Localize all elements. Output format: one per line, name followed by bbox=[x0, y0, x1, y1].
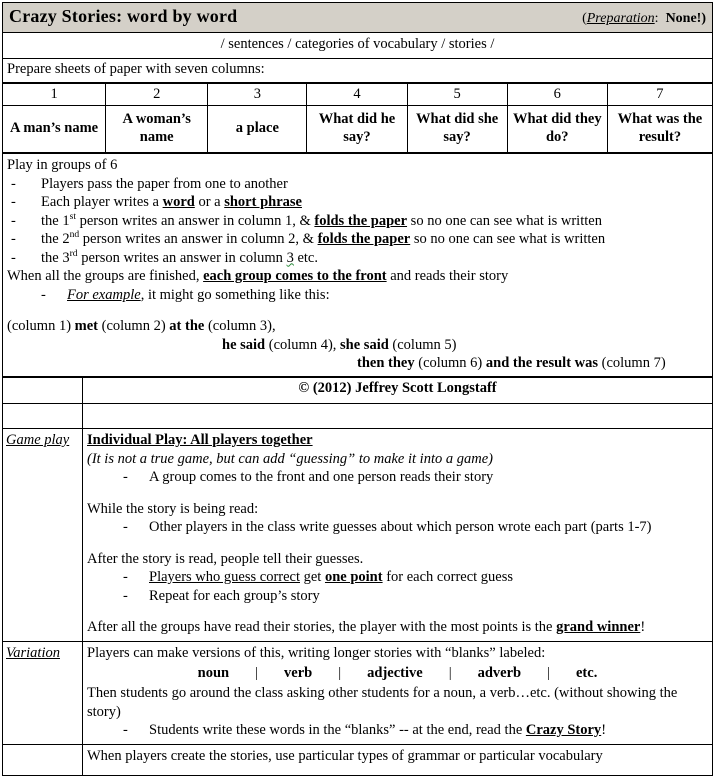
preparation-value: None!) bbox=[665, 11, 706, 26]
instruction-bullet-2-pre: Each player writes a bbox=[41, 194, 163, 211]
pos-sep-1: | bbox=[255, 665, 259, 682]
subtitle-row bbox=[3, 33, 713, 59]
preparation-note bbox=[582, 10, 706, 28]
variation-label-cell bbox=[3, 641, 83, 744]
gameplay-label: Game play bbox=[6, 432, 70, 449]
page-title: Crazy Stories: word by word bbox=[9, 6, 238, 26]
instructions-finished-post: and reads their story bbox=[386, 268, 509, 285]
column-number-2: 2 bbox=[106, 84, 208, 106]
gameplay-heading: Individual Play: All players together bbox=[87, 432, 313, 449]
blank-left-cell bbox=[3, 404, 83, 429]
example-line-2 bbox=[7, 336, 708, 355]
column-number-3: 3 bbox=[208, 84, 307, 106]
instruction-bullet-5-ordinal: rd bbox=[69, 247, 78, 259]
gameplay-bullet-2-text: Other players in the class write guesses about which person wrote each part (parts 1-7) bbox=[149, 519, 652, 536]
example-line-2-shesaid: she said bbox=[340, 336, 389, 353]
instruction-bullet-5-post: etc. bbox=[293, 249, 318, 266]
example-line-1 bbox=[7, 317, 708, 336]
gameplay-body bbox=[83, 429, 713, 642]
instructions-finished-bold: each group comes to the front bbox=[203, 268, 387, 285]
instructions-heading: Play in groups of 6 bbox=[7, 157, 118, 173]
pos-noun: noun bbox=[197, 665, 230, 682]
instruction-bullet-3-mid: person writes an answer in column 1, & bbox=[75, 212, 315, 229]
instructions-example-label: For example bbox=[67, 286, 141, 303]
instruction-bullet-4-bold: folds the paper bbox=[317, 231, 411, 248]
gameplay-bullet-3-onepoint: one point bbox=[324, 569, 383, 586]
subtitle-cell: / sentences / categories of vocabulary / stories / bbox=[3, 33, 713, 59]
example-line-2-b: (column 4), bbox=[265, 336, 341, 353]
gameplay-note: (It is not a true game, but can add “guessing” to make it into a game) bbox=[87, 450, 493, 467]
column-number-1: 1 bbox=[3, 84, 106, 106]
instruction-bullet-2-word: word bbox=[162, 194, 195, 211]
parts-of-speech-row bbox=[87, 662, 708, 684]
column-label-row bbox=[3, 106, 713, 153]
title-row bbox=[3, 3, 713, 33]
column-label-2: A woman’s name bbox=[106, 106, 208, 153]
gameplay-bullet-4-text: Repeat for each group’s story bbox=[149, 587, 320, 604]
variation-bullet-1 bbox=[87, 721, 708, 740]
gameplay-while-line: While the story is being read: bbox=[87, 500, 259, 517]
column-number-7: 7 bbox=[607, 84, 712, 106]
pos-sep-4: | bbox=[547, 665, 550, 682]
gameplay-after-line: After the story is read, people tell their guesses. bbox=[87, 550, 364, 567]
preparation-label: Preparation bbox=[586, 11, 655, 26]
gameplay-spacer-2 bbox=[87, 537, 708, 550]
instruction-bullet-5 bbox=[7, 249, 708, 268]
gameplay-final-line bbox=[87, 619, 645, 635]
variation-label: Variation bbox=[6, 644, 60, 661]
example-line-2-d: (column 5) bbox=[388, 336, 457, 353]
instructions-spacer bbox=[7, 304, 708, 317]
gameplay-row bbox=[3, 429, 713, 642]
instruction-bullet-1-text: Players pass the paper from one to another bbox=[41, 175, 288, 192]
instructions-finished-line bbox=[7, 268, 508, 284]
footer-text: When players create the stories, use particular types of grammar or particular vocabulary bbox=[83, 744, 713, 775]
instruction-bullet-5-column: 3 bbox=[286, 249, 294, 266]
copyright-row bbox=[3, 378, 713, 404]
footer-row bbox=[3, 744, 713, 775]
pos-adverb: adverb bbox=[477, 665, 522, 682]
instruction-bullet-4-mid: person writes an answer in column 2, & bbox=[79, 231, 318, 248]
gameplay-final-pre: After all the groups have read their stories, the player with the most points is the bbox=[87, 619, 557, 636]
variation-line-1: Players can make versions of this, writing longer stories with “blanks” labeled: bbox=[87, 644, 546, 661]
variation-line-2: Then students go around the class asking other students for a noun, a verb…etc. (without showing the story) bbox=[87, 685, 678, 720]
instructions-table bbox=[2, 153, 713, 377]
column-label-5: What did she say? bbox=[407, 106, 507, 153]
example-line-1-a: (column 1) bbox=[7, 318, 75, 335]
instruction-bullet-3-bold: folds the paper bbox=[314, 212, 408, 229]
gameplay-spacer-3 bbox=[87, 605, 708, 618]
instructions-example-rest: , it might go something like this: bbox=[140, 286, 330, 303]
instruction-bullet-2 bbox=[7, 193, 708, 212]
pos-sep-3: | bbox=[448, 665, 452, 682]
variation-row bbox=[3, 641, 713, 744]
example-line-3-d: (column 7) bbox=[598, 355, 666, 372]
column-number-6: 6 bbox=[507, 84, 607, 106]
gameplay-final-bold: grand winner bbox=[556, 619, 641, 636]
prepare-instruction: Prepare sheets of paper with seven columns: bbox=[3, 59, 713, 83]
example-line-1-met: met bbox=[74, 318, 98, 335]
pos-adjective: adjective bbox=[367, 665, 423, 682]
blank-right-cell bbox=[83, 404, 713, 429]
column-label-7: What was the result? bbox=[607, 106, 712, 153]
instruction-bullet-3-post: so no one can see what is written bbox=[407, 212, 602, 229]
instruction-bullet-3-ordinal: st bbox=[69, 210, 76, 222]
variation-bullet-1-pre: Students write these words in the “blanks” -- at the end, read the bbox=[149, 722, 526, 739]
example-line-2-hesaid: he said bbox=[222, 336, 266, 353]
instruction-bullet-3 bbox=[7, 212, 708, 231]
lower-section-table bbox=[2, 377, 713, 776]
column-label-3: a place bbox=[208, 106, 307, 153]
instructions-example-lead bbox=[7, 286, 708, 305]
column-number-row bbox=[3, 84, 713, 106]
document-page bbox=[0, 2, 715, 764]
gameplay-bullet-2 bbox=[87, 518, 708, 537]
copyright-left-spacer bbox=[3, 378, 83, 404]
gameplay-bullet-1-text: A group comes to the front and one person reads their story bbox=[149, 469, 494, 486]
pos-verb: verb bbox=[284, 665, 313, 682]
variation-body bbox=[83, 641, 713, 744]
example-line-3 bbox=[7, 354, 708, 373]
gameplay-spacer-1 bbox=[87, 487, 708, 500]
gameplay-bullet-1 bbox=[87, 468, 708, 487]
gameplay-bullet-3-post: for each correct guess bbox=[382, 569, 514, 586]
example-line-1-c: (column 2) bbox=[98, 318, 170, 335]
instructions-row bbox=[3, 154, 713, 377]
gameplay-bullet-3 bbox=[87, 568, 708, 587]
instruction-bullet-5-pre: the 3 bbox=[41, 249, 70, 266]
instruction-bullet-4-ordinal: nd bbox=[69, 229, 80, 241]
pos-etc: etc. bbox=[576, 665, 598, 682]
example-line-1-atthe: at the bbox=[169, 318, 205, 335]
example-line-3-b: (column 6) bbox=[414, 355, 486, 372]
prepare-row bbox=[3, 59, 713, 83]
column-number-4: 4 bbox=[307, 84, 407, 106]
variation-bullet-1-post: ! bbox=[601, 722, 607, 739]
column-label-4: What did he say? bbox=[307, 106, 407, 153]
column-label-6: What did they do? bbox=[507, 106, 607, 153]
gameplay-bullet-4 bbox=[87, 587, 708, 606]
instruction-bullet-5-mid: person writes an answer in column bbox=[77, 249, 287, 266]
gameplay-bullet-3-underlined: Players who guess correct bbox=[149, 569, 300, 586]
gameplay-bullet-3-mid: get bbox=[300, 569, 325, 586]
example-line-3-result: and the result was bbox=[485, 355, 599, 372]
instruction-bullet-1 bbox=[7, 175, 708, 194]
instruction-bullet-2-phrase: short phrase bbox=[224, 194, 302, 211]
footer-label-cell bbox=[3, 744, 83, 775]
example-line-3-thenthey: then they bbox=[357, 355, 415, 372]
title-cell bbox=[3, 3, 713, 33]
seven-column-table bbox=[2, 83, 713, 153]
example-line-1-e: (column 3), bbox=[204, 318, 276, 335]
instruction-bullet-4 bbox=[7, 230, 708, 249]
pos-sep-2: | bbox=[338, 665, 342, 682]
column-label-1: A man’s name bbox=[3, 106, 106, 153]
instruction-bullet-2-mid: or a bbox=[194, 194, 225, 211]
copyright-text: © (2012) Jeffrey Scott Longstaff bbox=[83, 378, 713, 404]
instruction-bullet-3-pre: the 1 bbox=[41, 212, 70, 229]
gameplay-label-cell bbox=[3, 429, 83, 642]
column-number-5: 5 bbox=[407, 84, 507, 106]
blank-row bbox=[3, 404, 713, 429]
instructions-finished-pre: When all the groups are finished, bbox=[7, 268, 204, 285]
variation-bullet-1-bold: Crazy Story bbox=[525, 722, 602, 739]
instruction-bullet-4-post: so no one can see what is written bbox=[410, 231, 606, 248]
preparation-paren-open: ( bbox=[582, 11, 587, 26]
header-table bbox=[2, 2, 713, 83]
preparation-separator: : bbox=[654, 11, 659, 26]
instructions-cell bbox=[3, 154, 713, 377]
gameplay-final-post: ! bbox=[640, 619, 646, 636]
instruction-bullet-4-pre: the 2 bbox=[41, 231, 70, 248]
